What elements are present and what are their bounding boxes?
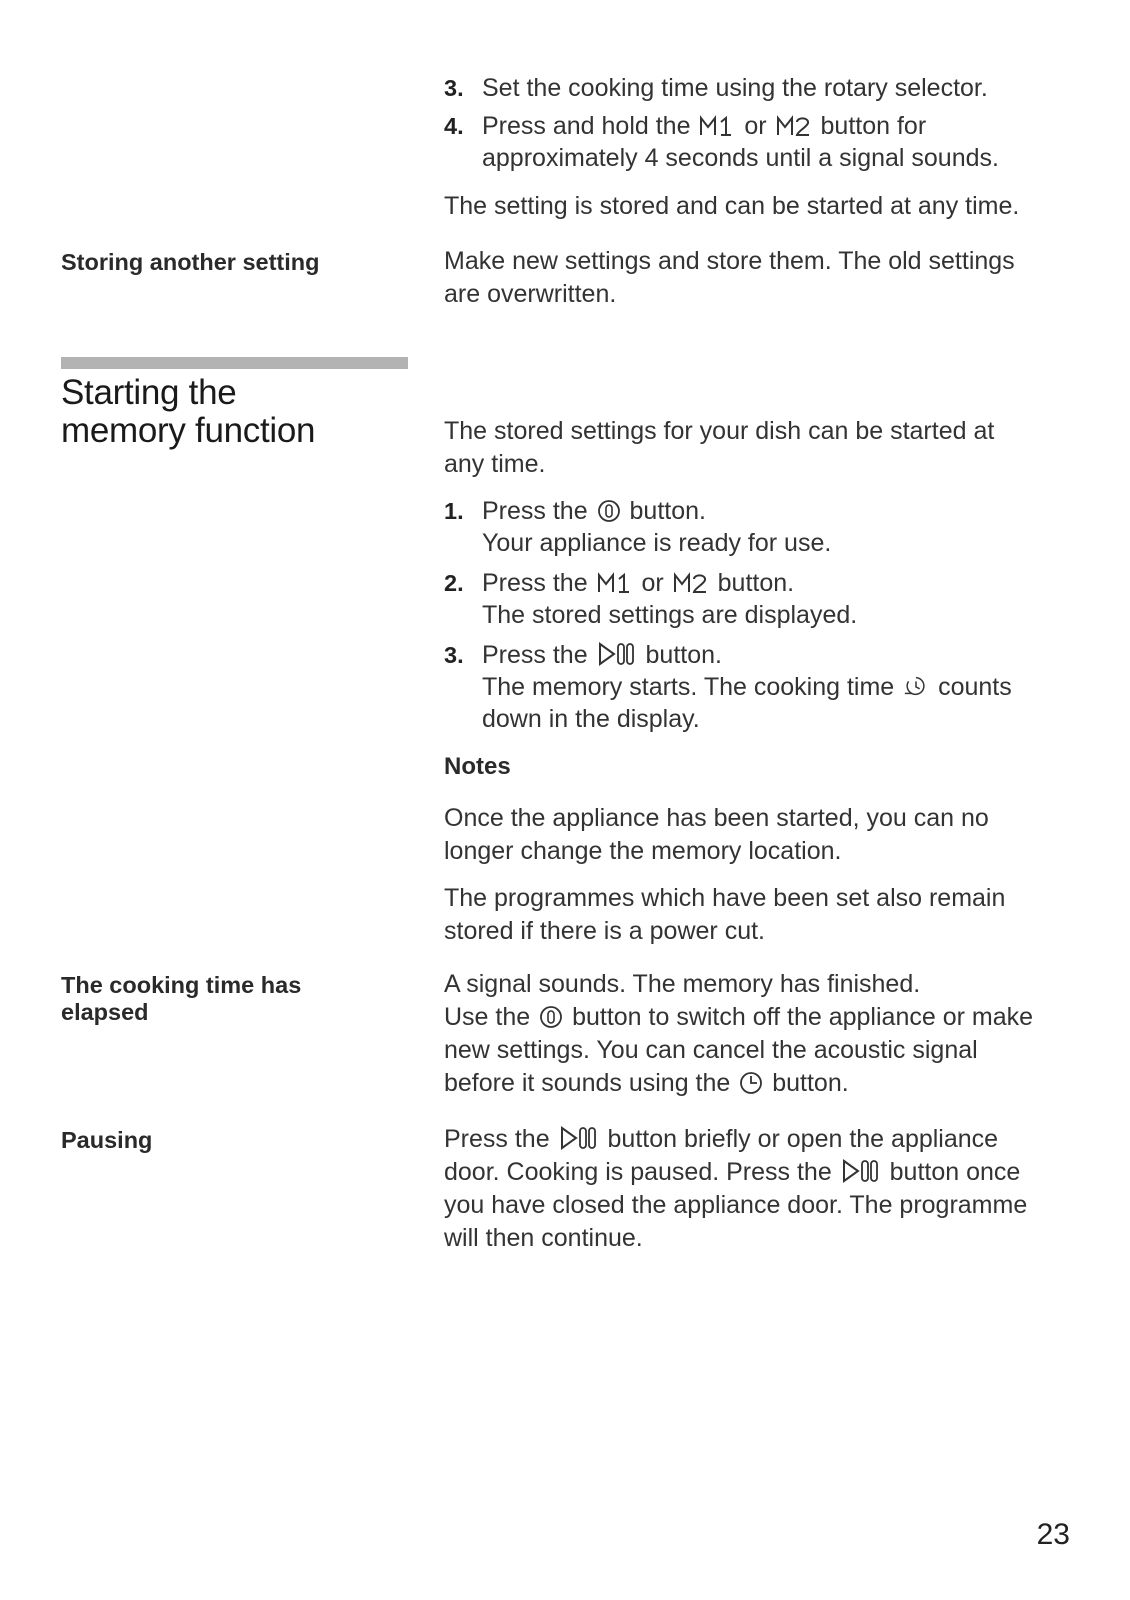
step-3-text: Press the button. The memory starts. The cooking time counts down in the display. <box>482 641 1012 733</box>
step-3-number: 3. <box>444 642 464 668</box>
notes-title: Notes <box>444 753 511 780</box>
step-2-number: 2. <box>444 570 464 596</box>
step-4-top-number: 4. <box>444 113 464 139</box>
power-icon <box>539 1005 563 1029</box>
memory-1-icon <box>597 571 633 595</box>
step-3-top-line: Set the cooking time using the rotary selector. <box>482 74 988 102</box>
step-1-number: 1. <box>444 498 464 524</box>
section-heading: Starting the memory function <box>61 373 316 450</box>
memory-1-icon <box>699 114 735 138</box>
section-divider <box>61 357 408 369</box>
memory-2-icon <box>673 571 709 595</box>
clock-icon <box>739 1071 763 1095</box>
pausing-text: Press the button briefly or open the appliance door. Cooking is paused. Press the button once you have closed the appliance door. The programme will then continue. <box>444 1125 1028 1252</box>
memory-2-icon <box>776 114 812 138</box>
storing-another-text: Make new settings and store them. The old settings are overwritten. <box>444 247 1015 308</box>
start-pause-icon <box>559 1125 599 1151</box>
pausing-label: Pausing <box>61 1127 153 1153</box>
elapsed-text: A signal sounds. The memory has finished. Use the button to switch off the appliance or make new settings. You can cancel the acoustic signal before it sounds using the button. <box>444 970 1034 1097</box>
note-2: The programmes which have been set also remain stored if there is a power cut. <box>444 884 1006 945</box>
step-2-text: Press the or button. The stored settings are displayed. <box>482 569 858 629</box>
step-1-text: Press the button. Your appliance is ready for use. <box>482 497 832 557</box>
step-3-top-text <box>482 72 1082 104</box>
start-pause-icon <box>841 1158 881 1184</box>
power-icon <box>597 499 621 523</box>
step-4-top-line1: Press and hold the or button for <box>482 112 927 140</box>
step-4-top-line2: approximately 4 seconds until a signal sounds. <box>482 144 999 172</box>
cooking-time-icon <box>903 673 929 699</box>
page-number: 23 <box>1036 1518 1070 1551</box>
step-3-top-number: 3. <box>444 75 464 101</box>
start-pause-icon <box>597 641 637 667</box>
stored-text: The setting is stored and can be started at any time. <box>444 192 1020 220</box>
storing-another-label: Storing another setting <box>61 249 320 275</box>
step-4-top-text <box>482 110 1082 174</box>
section-intro: The stored settings for your dish can be started at any time. <box>444 417 995 478</box>
note-1: Once the appliance has been started, you can no longer change the memory location. <box>444 804 989 865</box>
elapsed-label: The cooking time has elapsed <box>61 972 302 1025</box>
